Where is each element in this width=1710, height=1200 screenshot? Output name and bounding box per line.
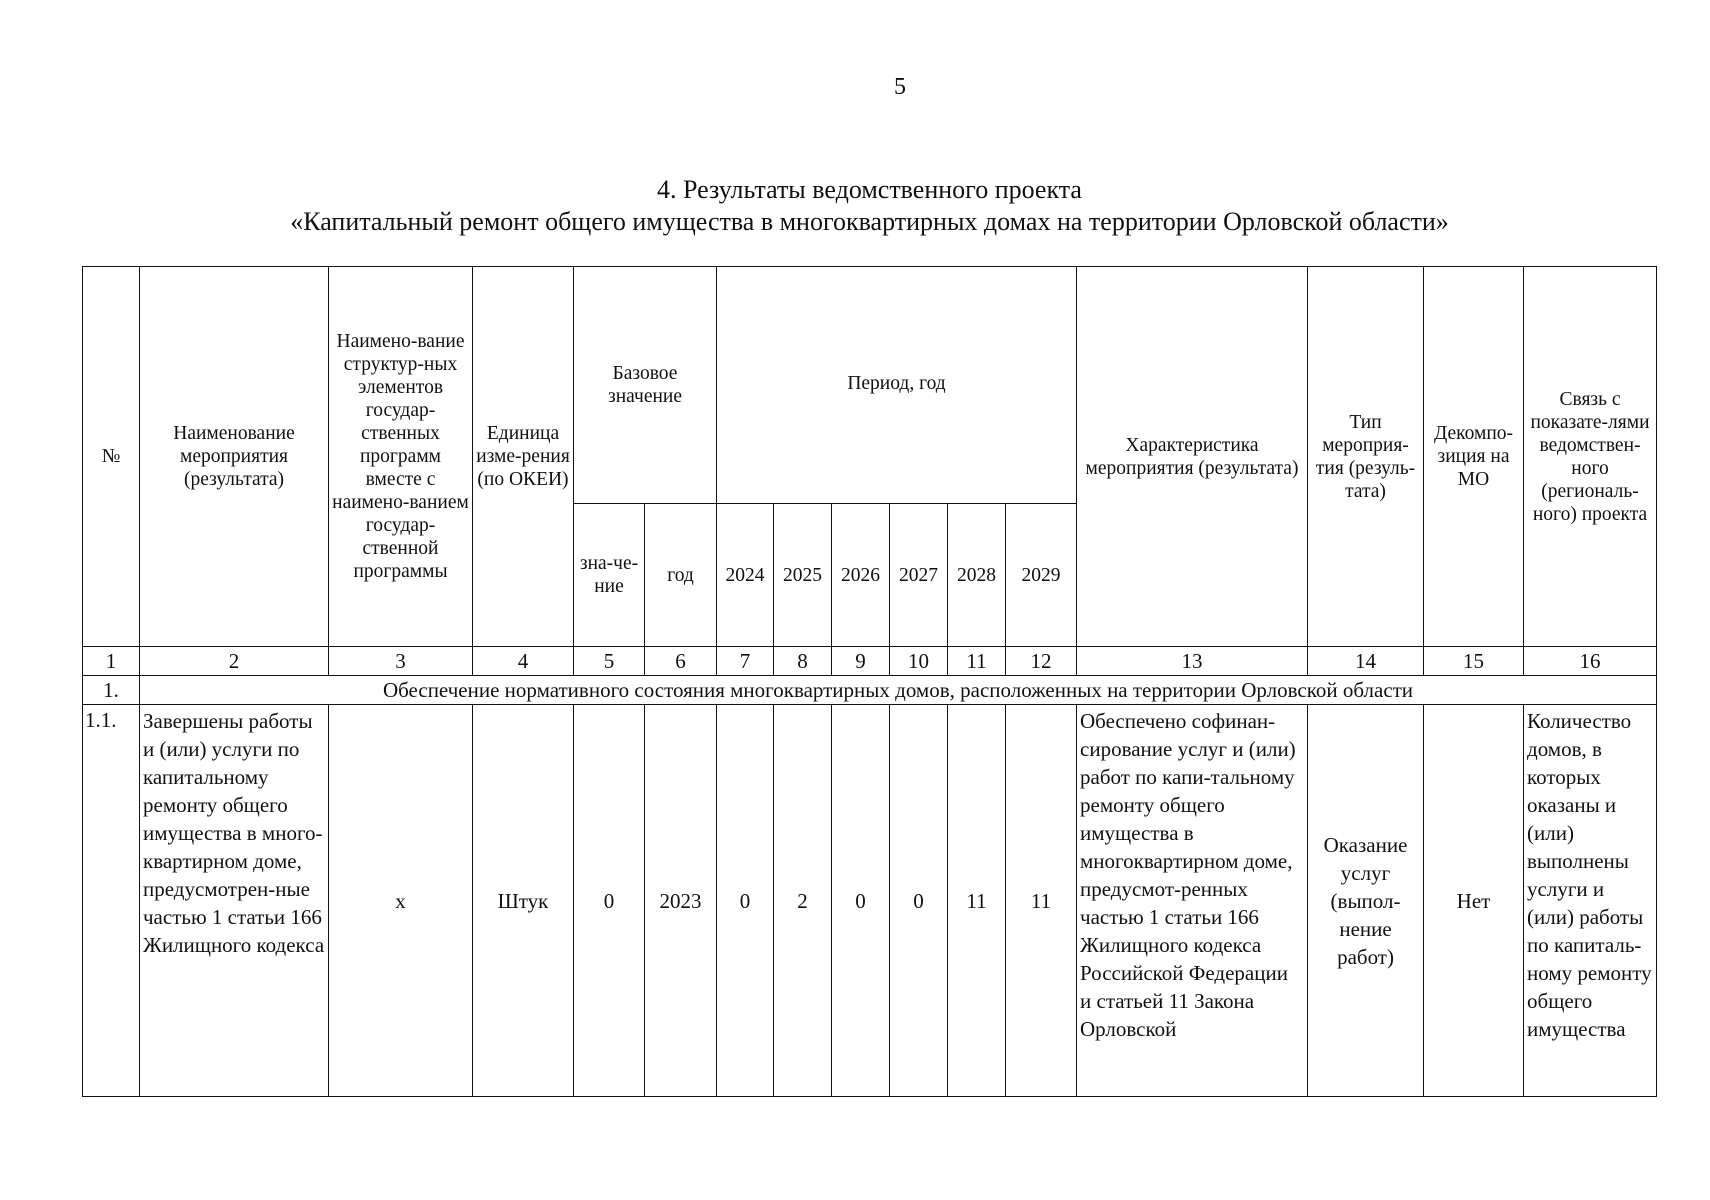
row-value-2029: 11	[1006, 705, 1077, 1097]
section-name: Обеспечение нормативного состояния многоквартирных домов, расположенных на территории Орловской области	[140, 676, 1657, 705]
row-link: Количество домов, в которых оказаны и (или) выполнены услуги и (или) работы по капиталь-ному ремонту общего имущества	[1524, 705, 1657, 1097]
column-number: 13	[1077, 647, 1308, 676]
column-number: 4	[473, 647, 574, 676]
column-number: 16	[1524, 647, 1657, 676]
row-base-value: 0	[574, 705, 645, 1097]
header-period: Период, год	[717, 267, 1077, 504]
column-number-row	[83, 647, 1657, 676]
header-characteristic: Характеристика мероприятия (результата)	[1077, 267, 1308, 647]
column-number: 5	[574, 647, 645, 676]
header-year-2027: 2027	[890, 504, 948, 647]
results-table	[82, 266, 1657, 1097]
header-year-2026: 2026	[832, 504, 890, 647]
section-row	[83, 676, 1657, 705]
row-number: 1.1.	[83, 705, 140, 1097]
row-decomp: Нет	[1424, 705, 1524, 1097]
section-number: 1.	[83, 676, 140, 705]
project-title: «Капитальный ремонт общего имущества в многоквартирных домах на территории Орловской области»	[290, 207, 1449, 236]
page-number: 5	[894, 74, 906, 100]
column-number: 3	[329, 647, 473, 676]
column-number: 11	[948, 647, 1006, 676]
row-value-2028: 11	[948, 705, 1006, 1097]
row-value-2024: 0	[717, 705, 774, 1097]
header-struct: Наимено-вание структур-ных элементов государ-ственных программ вместе с наимено-ванием государ-ственной программы	[329, 267, 473, 647]
column-number: 1	[83, 647, 140, 676]
header-year-2029: 2029	[1006, 504, 1077, 647]
table-row	[83, 705, 1657, 1097]
column-number: 6	[645, 647, 717, 676]
section-title: 4. Результаты ведомственного проекта	[657, 175, 1082, 204]
header-year-2024: 2024	[717, 504, 774, 647]
header-decomp: Декомпо-зиция на МО	[1424, 267, 1524, 647]
row-value-2025: 2	[774, 705, 832, 1097]
row-type: Оказание услуг (выпол-нение работ)	[1308, 705, 1424, 1097]
header-year-2028: 2028	[948, 504, 1006, 647]
column-number: 7	[717, 647, 774, 676]
header-base-value: зна-че-ние	[574, 504, 645, 647]
row-unit: Штук	[473, 705, 574, 1097]
header-link: Связь с показате-лями ведомствен-ного (региональ-ного) проекта	[1524, 267, 1657, 647]
column-number: 12	[1006, 647, 1077, 676]
header-year-2025: 2025	[774, 504, 832, 647]
column-number: 15	[1424, 647, 1524, 676]
header-type: Тип мероприя-тия (резуль-тата)	[1308, 267, 1424, 647]
header-base-year: год	[645, 504, 717, 647]
header-name: Наименование мероприятия (результата)	[140, 267, 329, 647]
column-number: 2	[140, 647, 329, 676]
header-base: Базовое значение	[574, 267, 717, 504]
column-number: 10	[890, 647, 948, 676]
row-characteristic: Обеспечено софинан-сирование услуг и (или) работ по капи-тальному ремонту общего имущества в многоквартирном доме, предусмот-ренных частью 1 статьи 166 Жилищного кодекса Российской Федерации и статьей 11 Закона Орловской	[1077, 705, 1308, 1097]
column-number: 9	[832, 647, 890, 676]
header-no: №	[83, 267, 140, 647]
column-number: 14	[1308, 647, 1424, 676]
row-value-2027: 0	[890, 705, 948, 1097]
row-name: Завершены работы и (или) услуги по капитальному ремонту общего имущества в много-квартирном доме, предусмотрен-ные частью 1 статьи 166 Жилищного кодекса	[140, 705, 329, 1097]
row-value-2026: 0	[832, 705, 890, 1097]
column-number: 8	[774, 647, 832, 676]
header-unit: Единица изме-рения (по ОКЕИ)	[473, 267, 574, 647]
row-base-year: 2023	[645, 705, 717, 1097]
row-struct: х	[329, 705, 473, 1097]
header-row-1	[83, 267, 1657, 504]
